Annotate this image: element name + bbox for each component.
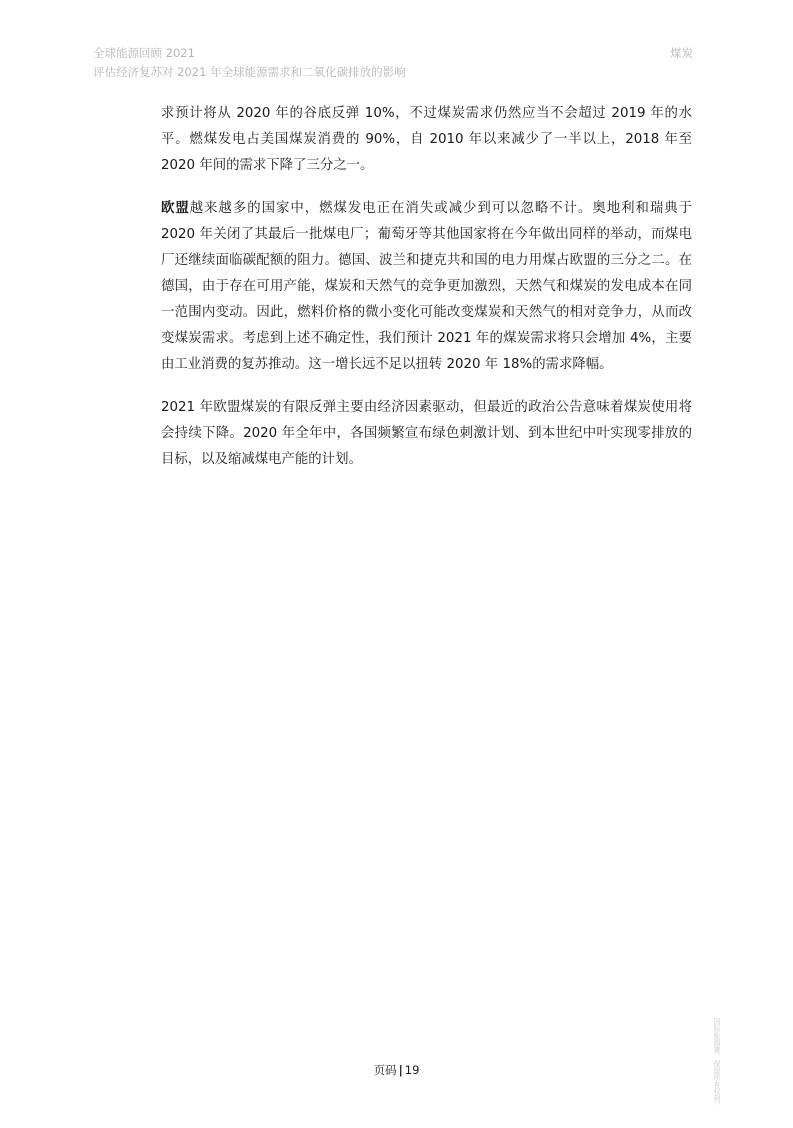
body-text (161, 101, 692, 490)
report-subtitle: 评估经济复苏对 2021 年全球能源需求和二氧化碳排放的影响 (93, 65, 406, 79)
paragraph-eu-coal (161, 196, 692, 378)
page-number: 19 (404, 1063, 420, 1077)
running-header (93, 44, 593, 82)
page-footer (0, 1062, 793, 1078)
paragraph-us-coal: 求预计将从 2020 年的谷底反弹 10%，不过煤炭需求仍然应当不会超过 2019 年的水平。燃煤发电占美国煤炭消费的 90%，自 2010 年以来减少了一半以上，2018 年至 2020 年间的需求下降了三分之一。 (161, 106, 692, 173)
section-label: 煤炭 (670, 46, 693, 60)
copyright-note: 国际能源署。保留所有权利。 (713, 1018, 721, 1109)
paragraph-eu-text: 越来越多的国家中，燃煤发电正在消失或减少到可以忽略不计。奥地利和瑞典于 2020 年关闭了其最后一批煤电厂；葡萄牙等其他国家将在今年做出同样的举动，而煤电厂还继续面临碳配额的阻力。德国、波兰和捷克共和国的电力用煤占欧盟的三分之二。在德国，由于存在可用产能，煤炭和天然气的竞争更加激烈，天然气和煤炭的发电成本在同一范围内变动。因此，燃料价格的微小变化可能改变煤炭和天然气的相对竞争力，从而改变煤炭需求。考虑到上述不确定性，我们预计 2021 年的煤炭需求将只会增加 4%，主要由工业消费的复苏推动。这一增长远不足以扭转 2020 年 18%的需求降幅。 (161, 201, 693, 372)
paragraph-lead-eu: 欧盟 (161, 201, 190, 216)
report-title: 全球能源回顾 2021 (93, 46, 195, 60)
page-separator: | (398, 1063, 403, 1077)
page-label: 页码 (373, 1063, 397, 1077)
paragraph-eu-rebound: 2021 年欧盟煤炭的有限反弹主要由经济因素驱动，但最近的政治公告意味着煤炭使用将会持续下降。2020 年全年中，各国频繁宣布绿色刺激计划、到本世纪中叶实现零排放的目标，以及缩减煤电产能的计划。 (161, 400, 692, 467)
